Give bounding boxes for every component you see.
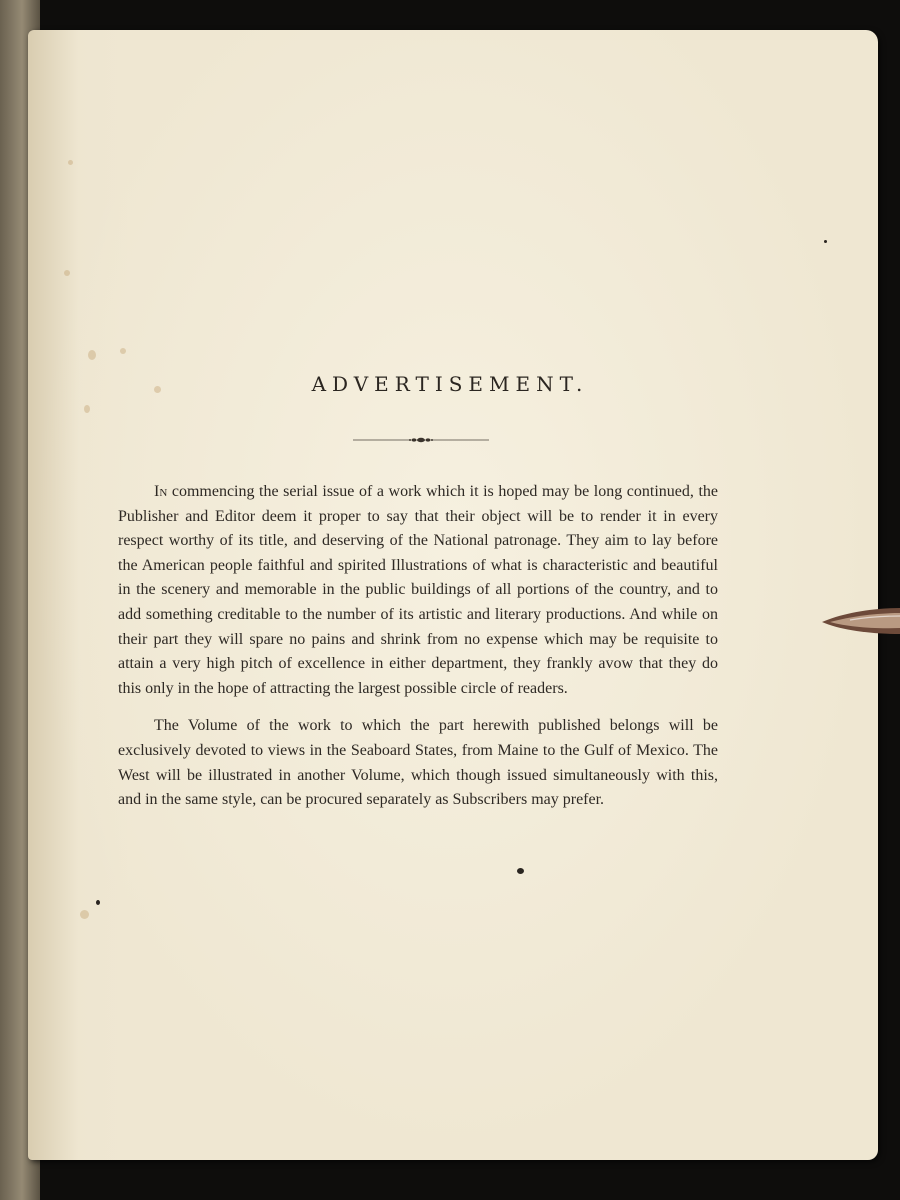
title-ornament-rule bbox=[353, 433, 489, 447]
foxing-spot bbox=[64, 270, 70, 276]
paragraph-1 bbox=[118, 480, 718, 701]
foxing-spot bbox=[84, 405, 90, 413]
speck bbox=[96, 900, 100, 905]
foxing-spot bbox=[68, 160, 73, 165]
foxing-spot bbox=[88, 350, 96, 360]
page-title: ADVERTISEMENT. bbox=[311, 372, 589, 396]
ink-dot bbox=[517, 868, 524, 874]
paragraph-text: commencing the serial issue of a work which it is hoped may be long continued, the Publisher and Editor deem it proper to say that their object will be to render it in every respect worthy of its title, and deserving of the National patronage. They aim to lay before the American people faithful and spirited Illustrations of what is characteristic and beautiful in the scenery and memorable in the public buildings of all portions of the country, and to add something creditable to the number of its artistic and literary productions. And while on their part they will spare no pains and shrink from no expense which may be requisite to attain a very high pitch of excellence in either department, they frankly avow that they do this only in the hope of attracting the largest possible circle of readers. bbox=[118, 483, 718, 697]
speck bbox=[824, 240, 827, 243]
paragraph-2 bbox=[118, 714, 718, 812]
advertisement-body bbox=[118, 480, 718, 826]
foxing-spot bbox=[120, 348, 126, 354]
pen-nib-icon bbox=[820, 600, 900, 640]
paragraph-text: The Volume of the work to which the part herewith published belongs will be exclusively devoted to views in the Seaboard States, from Maine to the Gulf of Mexico. The West will be illustrated in another Volume, which though issued simultaneously with this, and in the same style, can be procured separately as Subscribers may prefer. bbox=[118, 717, 718, 809]
paragraph-lead-word: In bbox=[154, 483, 168, 500]
foxing-spot bbox=[80, 910, 89, 919]
